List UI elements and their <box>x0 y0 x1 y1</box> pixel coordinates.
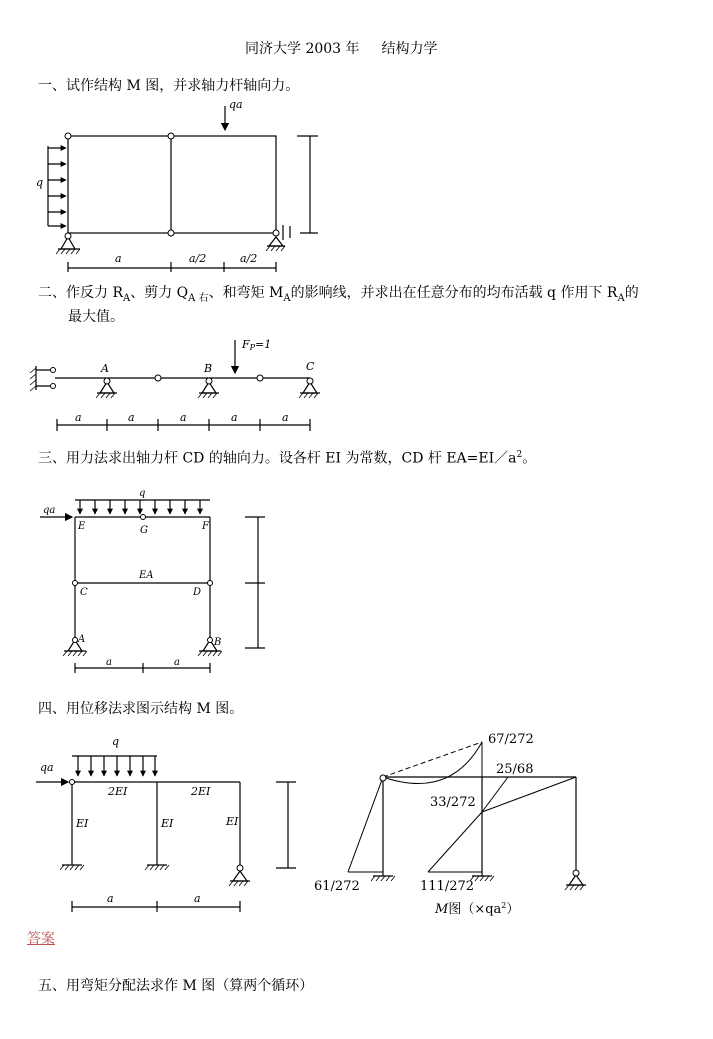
fig2-dim-4: a <box>231 411 238 424</box>
moment-value-67-272: 67/272 <box>488 732 534 747</box>
figure-4-hinges <box>70 780 244 872</box>
fig1-dim-a2-2: a/2 <box>240 252 258 265</box>
fig2-label-B: B <box>204 362 213 375</box>
question-4: 四、用位移法求图示结构 M 图。 <box>38 701 244 717</box>
fig4-dim-1: a <box>107 892 114 905</box>
moment-value-33-272: 33/272 <box>430 795 476 810</box>
moment-value-25-68: 25/68 <box>496 762 534 777</box>
fig3-label-D: D <box>193 587 202 598</box>
fig3-label-F: F <box>202 521 209 532</box>
figure-4-moment-hinges <box>380 775 579 876</box>
figure-4-moment-diagram <box>348 742 586 885</box>
answer-link[interactable]: 答案 <box>27 931 55 947</box>
question-2-line-2: 最大值。 <box>68 309 124 325</box>
fig4-dim-2: a <box>194 892 201 905</box>
question-5: 五、用弯矩分配法求作 M 图（算两个循环） <box>38 978 314 994</box>
fig1-load-label: qa <box>229 98 243 111</box>
fig4-EI-3: EI <box>226 815 239 828</box>
fig3-label-EA: EA <box>139 570 154 581</box>
fig4-EI-1: EI <box>76 817 89 830</box>
figure-4-hatch <box>60 865 248 886</box>
fig4-2EI-2: 2EI <box>191 785 211 798</box>
fig3-label-E: E <box>78 521 86 532</box>
fig1-dim-a2-1: a/2 <box>189 252 207 265</box>
fig2-dim-3: a <box>180 411 187 424</box>
fig3-label-B: B <box>214 637 222 648</box>
fig3-label-A: A <box>78 634 86 645</box>
figure-3-hatch <box>63 651 222 656</box>
question-1: 一、试作结构 M 图，并求轴力杆轴向力。 <box>38 78 300 94</box>
question-3: 三、用力法求出轴力杆 CD 的轴向力。设各杆 EI 为常数，CD 杆 $EA=EI/a^2$。 <box>38 450 537 467</box>
page-title: 同济大学 2003 年 结构力学 <box>245 41 438 57</box>
fig2-load-label: FP=1 <box>242 338 272 352</box>
figure-4-moment-hatch <box>371 876 584 890</box>
fig4-q-label: q <box>112 735 120 748</box>
fig3-q-label: q <box>139 488 146 499</box>
fig3-dim-2: a <box>174 657 180 668</box>
fig2-dim-5: a <box>282 411 289 424</box>
moment-value-61-272: 61/272 <box>314 879 360 894</box>
figure-1-frame <box>48 106 318 272</box>
fig1-q-label: q <box>36 176 44 189</box>
question-2-line-1: 二、作反力 $R_A$、剪力 $Q_{A 右}$、和弯矩 $M_A$的影响线，并求出在任意分布的均布活载 q 作用下 $R_A$的 <box>38 285 639 304</box>
fig3-dim-1: a <box>106 657 112 668</box>
fig2-label-A: A <box>101 362 109 375</box>
moment-value-111-272: 111/272 <box>420 879 475 894</box>
moment-diagram-caption: M图$(\times qa^2)$ <box>435 901 520 917</box>
fig4-2EI-1: 2EI <box>108 785 128 798</box>
figure-2-hatch <box>30 368 318 398</box>
fig3-label-C: C <box>80 587 88 598</box>
fig3-label-G: G <box>140 525 148 536</box>
fig4-qa-label: qa <box>40 761 54 774</box>
figure-1-hinges <box>65 133 279 239</box>
fig2-label-C: C <box>306 360 315 373</box>
fig3-qa-label: qa <box>43 505 56 516</box>
fig4-EI-2: EI <box>161 817 174 830</box>
fig1-dim-a: a <box>115 252 122 265</box>
figure-3-frame <box>40 500 265 673</box>
fig2-dim-1: a <box>75 411 82 424</box>
figure-4-frame <box>36 756 296 912</box>
fig2-dim-2: a <box>128 411 135 424</box>
